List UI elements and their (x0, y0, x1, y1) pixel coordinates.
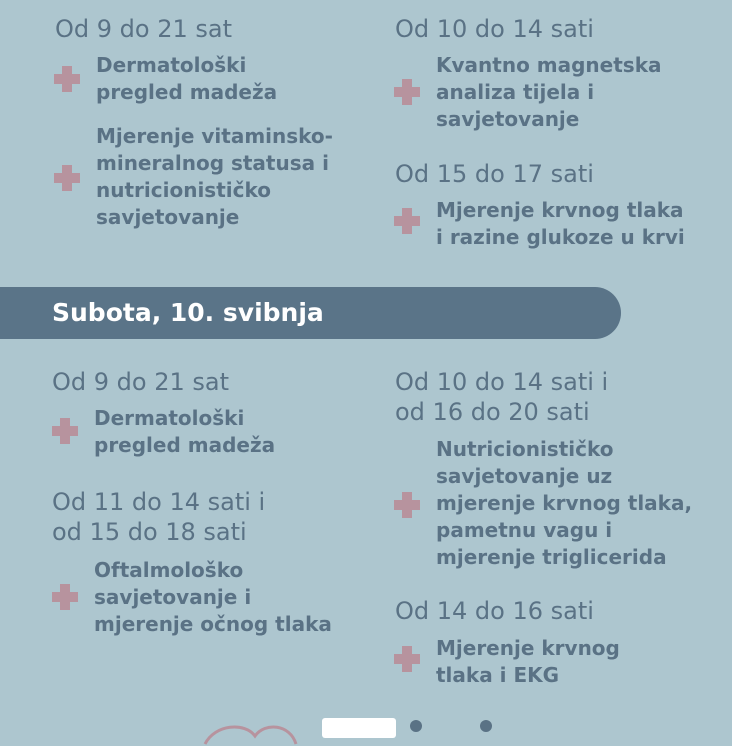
plus-icon (54, 66, 80, 92)
plus-icon (394, 646, 420, 672)
friday-right-time-2: Od 15 do 17 sati (395, 160, 594, 188)
plus-icon (52, 418, 78, 444)
footer-badge (322, 718, 396, 738)
location-pin-icon (480, 720, 492, 732)
saturday-right-service-1: Nutricionističko savjetovanje uz mjerenje krvnog tlaka, pametnu vagu i mjerenje triglicerida (436, 437, 693, 569)
friday-left-time-1: Od 9 do 21 sat (55, 15, 232, 43)
saturday-left-service-1: Dermatološki pregled madeža (94, 406, 276, 457)
plus-icon (54, 165, 80, 191)
friday-left-service-1: Dermatološki pregled madeža (96, 53, 278, 104)
plus-icon (394, 79, 420, 105)
friday-right-service-2: Mjerenje krvnog tlaka i razine glukoze u krvi (436, 198, 685, 249)
day-heading: Subota, 10. svibnja (52, 298, 324, 327)
plus-icon (52, 584, 78, 610)
friday-right-time-1: Od 10 do 14 sati (395, 15, 594, 43)
saturday-left-time-2: Od 11 do 14 sati i od 15 do 18 sati (52, 488, 266, 546)
friday-right-service-1: Kvantno magnetska analiza tijela i savjetovanje (436, 53, 662, 131)
saturday-right-service-2: Mjerenje krvnog tlaka i EKG (436, 636, 620, 687)
saturday-right-time-2: Od 14 do 16 sati (395, 597, 594, 625)
saturday-left-service-2: Oftalmološko savjetovanje i mjerenje očnog tlaka (94, 558, 332, 636)
friday-left-service-2: Mjerenje vitaminsko- mineralnog statusa i nutricionističko savjetovanje (96, 124, 333, 229)
plus-icon (394, 492, 420, 518)
heart-logo-icon (200, 716, 300, 746)
location-pin-icon (410, 720, 422, 732)
saturday-right-time-1: Od 10 do 14 sati i od 16 do 20 sati (395, 368, 609, 426)
saturday-left-time-1: Od 9 do 21 sat (52, 368, 229, 396)
plus-icon (394, 208, 420, 234)
